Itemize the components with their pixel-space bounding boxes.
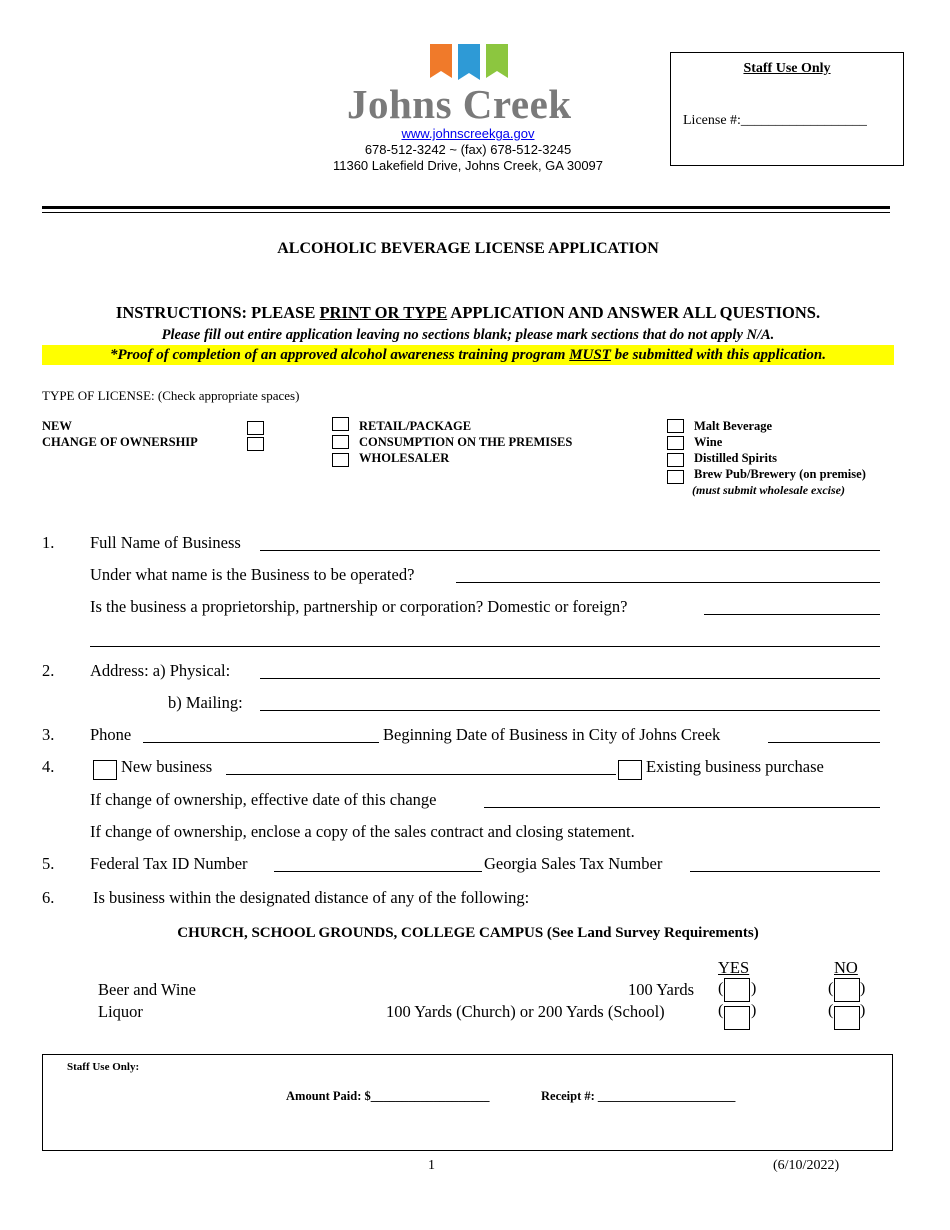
yes-column-label: YES [718, 958, 750, 977]
liquor-label: Liquor [98, 1002, 143, 1021]
page-number: 1 [428, 1158, 435, 1173]
malt-beverage-label: Malt Beverage [694, 419, 773, 433]
beer-wine-distance: 100 Yards [628, 980, 695, 999]
q4-effective-date-line[interactable] [484, 807, 880, 808]
website-link[interactable]: www.johnscreekga.gov [401, 126, 535, 141]
q1c-business-type-line[interactable] [704, 614, 880, 615]
new-checkbox[interactable] [247, 421, 264, 435]
amount-paid-field[interactable]: Amount Paid: $___________________ [286, 1089, 490, 1103]
brew-pub-label: Brew Pub/Brewery (on premise) [694, 467, 866, 481]
q5b-label: Georgia Sales Tax Number [484, 854, 663, 873]
logo-wordmark: Johns Creek [347, 81, 572, 127]
existing-business-checkbox[interactable] [618, 760, 642, 780]
liquor-yes-checkbox[interactable] [724, 1006, 750, 1030]
q4c-label: If change of ownership, effective date of this change [90, 790, 437, 809]
distilled-spirits-checkbox[interactable] [667, 453, 684, 467]
q2b-label: b) Mailing: [168, 693, 243, 712]
q3-number: 3. [42, 725, 55, 744]
wholesaler-checkbox[interactable] [332, 453, 349, 467]
q2-label: Address: a) Physical: [90, 661, 231, 680]
q1-business-name-line[interactable] [260, 550, 880, 551]
license-change-label: CHANGE OF OWNERSHIP [42, 435, 198, 449]
q1-label: Full Name of Business [90, 533, 241, 552]
instructions3-post: be submitted with this application. [610, 347, 826, 363]
consumption-label: CONSUMPTION ON THE PREMISES [359, 435, 573, 449]
retail-package-checkbox[interactable] [332, 417, 349, 431]
q6-label: Is business within the designated distance of any of the following: [93, 888, 530, 907]
instructions-line2: Please fill out entire application leaving no sections blank; please mark sections that do not apply N/A. [161, 327, 775, 343]
q5-label: Federal Tax ID Number [90, 854, 248, 873]
distilled-spirits-label: Distilled Spirits [694, 451, 777, 465]
license-new-label: NEW [42, 419, 72, 433]
q1-number: 1. [42, 533, 55, 552]
new-business-checkbox[interactable] [93, 760, 117, 780]
distance-heading: CHURCH, SCHOOL GROUNDS, COLLEGE CAMPUS (See Land Survey Requirements) [177, 925, 759, 941]
q4-number: 4. [42, 757, 55, 776]
q1c-label: Is the business a proprietorship, partnership or corporation? Domestic or foreign? [90, 597, 628, 616]
staff-use-payment-box [42, 1054, 893, 1151]
staff-payment-title: Staff Use Only: [67, 1061, 140, 1073]
q3-label: Phone [90, 725, 132, 744]
q3-phone-line[interactable] [143, 742, 379, 743]
q1c-continuation-line[interactable] [90, 646, 880, 647]
staff-use-title: Staff Use Only [743, 61, 831, 76]
header-rule [42, 206, 890, 209]
page-title: ALCOHOLIC BEVERAGE LICENSE APPLICATION [277, 240, 659, 257]
q1b-operating-name-line[interactable] [456, 582, 880, 583]
paren-right: ) [860, 980, 866, 997]
wine-label: Wine [694, 435, 723, 449]
brew-pub-note: (must submit wholesale excise) [692, 483, 845, 497]
malt-beverage-checkbox[interactable] [667, 419, 684, 433]
receipt-number-field[interactable]: Receipt #: ______________________ [541, 1089, 736, 1103]
instructions-line1 [0, 303, 936, 323]
revision-date: (6/10/2022) [773, 1158, 840, 1173]
q2-number: 2. [42, 661, 55, 680]
paren-right: ) [751, 980, 757, 997]
q5-number: 5. [42, 854, 55, 873]
change-ownership-checkbox[interactable] [247, 437, 264, 451]
beer-wine-yes-checkbox[interactable] [724, 978, 750, 1002]
paren-left: ( [828, 1002, 834, 1019]
brew-pub-checkbox[interactable] [667, 470, 684, 484]
paren-left: ( [718, 1002, 724, 1019]
q4-new-business-line[interactable] [226, 774, 616, 775]
no-column-label: NO [834, 958, 858, 977]
q5-sales-tax-line[interactable] [690, 871, 880, 872]
license-number-field[interactable]: License #:__________________ [683, 113, 867, 128]
q1b-label: Under what name is the Business to be operated? [90, 565, 415, 584]
logo-flags-icon [428, 44, 510, 80]
instructions3-underlined: MUST [569, 347, 611, 363]
retail-package-label: RETAIL/PACKAGE [359, 419, 472, 433]
liquor-distance: 100 Yards (Church) or 200 Yards (School) [386, 1002, 665, 1021]
q4-label: New business [121, 757, 213, 776]
q2-physical-address-line[interactable] [260, 678, 880, 679]
staff-use-box [670, 52, 904, 166]
q3-begin-date-line[interactable] [768, 742, 880, 743]
q6-number: 6. [42, 888, 55, 907]
instructions-pre: INSTRUCTIONS: PLEASE [115, 303, 320, 322]
q2-mailing-address-line[interactable] [260, 710, 880, 711]
q5-federal-tax-line[interactable] [274, 871, 482, 872]
wine-checkbox[interactable] [667, 436, 684, 450]
q4b-label: Existing business purchase [646, 757, 824, 776]
q4d-label: If change of ownership, enclose a copy of the sales contract and closing statement. [90, 822, 635, 841]
paren-left: ( [828, 980, 834, 997]
phone-line: 678-512-3242 ~ (fax) 678-512-3245 [364, 142, 572, 157]
instructions-line3 [42, 345, 894, 365]
liquor-no-checkbox[interactable] [834, 1006, 860, 1030]
beer-wine-no-checkbox[interactable] [834, 978, 860, 1002]
q3b-label: Beginning Date of Business in City of Johns Creek [383, 725, 721, 744]
license-type-heading: TYPE OF LICENSE: (Check appropriate spaces) [42, 388, 300, 403]
address-line: 11360 Lakefield Drive, Johns Creek, GA 30097 [332, 158, 604, 173]
consumption-checkbox[interactable] [332, 435, 349, 449]
paren-right: ) [751, 1002, 757, 1019]
instructions3-pre: *Proof of completion of an approved alcohol awareness training program [110, 347, 570, 363]
header-rule-thin [42, 212, 890, 213]
instructions-underlined: PRINT OR TYPE [319, 303, 448, 322]
beer-wine-label: Beer and Wine [98, 980, 196, 999]
instructions-post: APPLICATION AND ANSWER ALL QUESTIONS. [447, 303, 821, 322]
paren-left: ( [718, 980, 724, 997]
wholesaler-label: WHOLESALER [359, 451, 450, 465]
paren-right: ) [860, 1002, 866, 1019]
